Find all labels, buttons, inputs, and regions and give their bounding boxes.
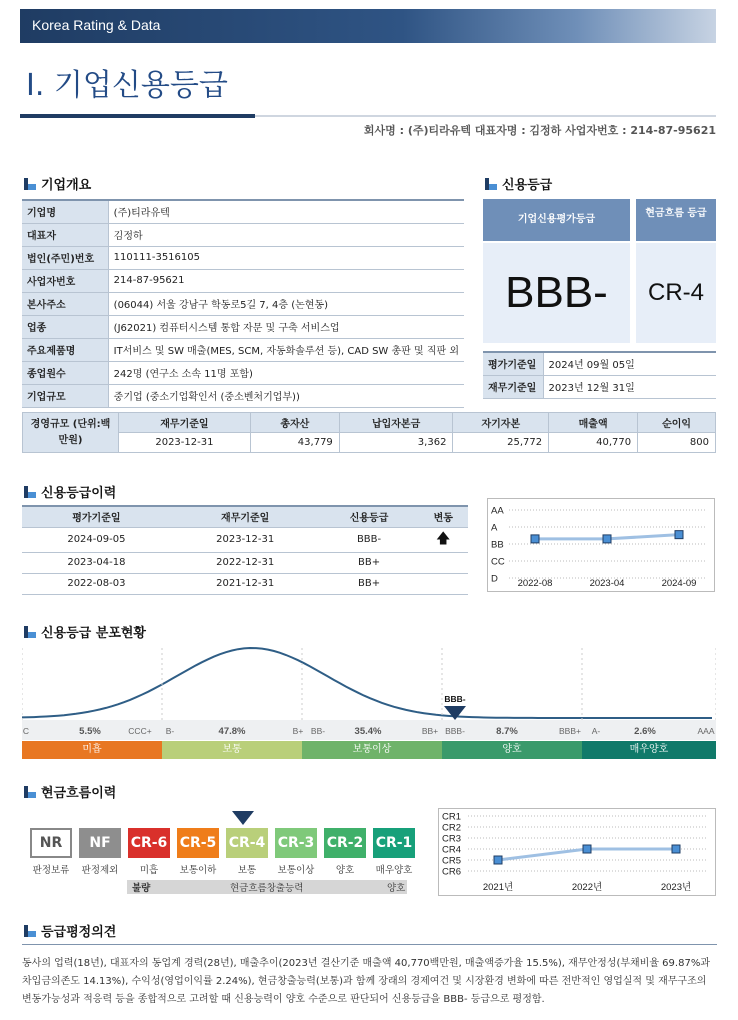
grade-label: 기업신용평가등급 [483, 199, 630, 241]
section-heading-rating [485, 174, 552, 193]
history-cell: 2024-09-05 [22, 527, 171, 552]
rating-dates-table [483, 351, 716, 399]
overview-key: 업종 [22, 315, 108, 338]
fin-date: 2023년 12월 31일 [543, 375, 716, 398]
grade-tick-label: CCC+ [128, 726, 152, 736]
fin-value: 25,772 [453, 433, 549, 453]
overview-key: 기업규모 [22, 384, 108, 407]
table-row [22, 552, 468, 573]
cf-grade: CR-4 [636, 243, 716, 343]
section-marker-icon [24, 178, 36, 190]
cf-grade-label: 판정제외 [81, 865, 119, 876]
overview-row [22, 200, 464, 223]
section-marker-icon [24, 786, 36, 798]
fin-header: 총자산 [250, 413, 339, 433]
heading-text: 신용등급 분포현황 [41, 626, 146, 641]
section-marker-icon [24, 925, 36, 937]
x-tick-label: 2024-09 [661, 578, 697, 589]
data-point [494, 856, 502, 864]
overview-table [22, 199, 464, 408]
grade-band: 매우양호 [582, 741, 716, 759]
section-heading-opinion [24, 921, 116, 940]
x-tick-label: 2022년 [571, 882, 603, 893]
percent-label: 8.7% [496, 726, 518, 737]
credit-grade: BBB- [483, 243, 630, 343]
heading-text: 현금흐름이력 [41, 786, 117, 801]
overview-row [22, 384, 464, 407]
history-change-cell [419, 552, 469, 573]
overview-value: IT서비스 및 SW 매출(MES, SCM, 자동화솔루션 등), CAD SW 총판 및 직판 외 [108, 338, 464, 361]
divider-accent [20, 114, 255, 118]
percent-label: 47.8% [218, 726, 246, 737]
eval-date: 2024년 09월 05일 [543, 352, 716, 375]
history-cell: 2023-04-18 [22, 552, 171, 573]
data-point [672, 845, 680, 853]
fin-date-label: 재무기준일 [483, 375, 543, 398]
y-tick-label: A [491, 522, 498, 534]
fin-value: 800 [638, 433, 716, 453]
history-change-cell [419, 527, 469, 552]
grade-tick-label: B+ [292, 726, 304, 736]
cf-scale-left: 불량 [132, 883, 151, 894]
cf-grade-label: 양호 [335, 865, 355, 876]
y-tick-label: D [491, 573, 498, 585]
overview-value: 110111-3516105 [108, 246, 464, 269]
header-banner [20, 9, 716, 43]
grade-history-chart [487, 498, 715, 592]
grade-band: 양호 [442, 741, 582, 759]
history-header: 변동 [419, 506, 469, 527]
grade-tick-label: C [22, 726, 30, 736]
y-tick-label: CR2 [442, 822, 462, 834]
percent-label: 2.6% [634, 726, 656, 737]
data-point [583, 845, 591, 853]
cf-grade-label: 보통이상 [277, 865, 315, 876]
history-header: 재무기준일 [171, 506, 320, 527]
fin-value: 3,362 [339, 433, 453, 453]
page-title: Ⅰ. 기업신용등급 [26, 68, 228, 103]
cf-scale-right: 양호 [387, 883, 406, 894]
history-cell: 2022-12-31 [171, 552, 320, 573]
data-point [603, 535, 611, 543]
cf-grade-label: 매우양호 [375, 865, 413, 876]
section-heading-overview [24, 174, 91, 193]
cf-grade-box: NR [30, 828, 72, 858]
history-cell: BB+ [320, 573, 419, 594]
financial-table [22, 412, 716, 453]
history-cell: 2022-08-03 [22, 573, 171, 594]
grade-tick-label: A- [591, 726, 601, 736]
y-tick-label: CR3 [442, 833, 462, 845]
grade-tick-label: BB- [310, 726, 326, 736]
cf-grade-label: 판정보류 [32, 865, 70, 876]
fin-value: 2023-12-31 [119, 433, 251, 453]
y-tick-label: CR6 [442, 866, 462, 878]
cf-grade-box: CR-1 [373, 828, 415, 858]
overview-key: 사업자번호 [22, 269, 108, 292]
x-tick-label: 2021년 [482, 882, 514, 893]
section-heading-history [24, 482, 116, 501]
overview-key: 종업원수 [22, 361, 108, 384]
distribution-curve [22, 648, 712, 718]
eval-date-label: 평가기준일 [483, 352, 543, 375]
brand-name: Korea Rating & Data [32, 17, 161, 33]
section-heading-distribution [24, 622, 146, 641]
overview-key: 대표자 [22, 223, 108, 246]
history-cell: BBB- [320, 527, 419, 552]
fin-header: 순이익 [638, 413, 716, 433]
y-tick-label: AA [491, 505, 504, 517]
grade-tick-label: B- [165, 726, 175, 736]
fin-value: 43,779 [250, 433, 339, 453]
y-tick-label: CR1 [442, 811, 462, 823]
section-marker-icon [485, 178, 497, 190]
heading-text: 신용등급이력 [41, 486, 117, 501]
opinion-text: 동사의 업력(18년), 대표자의 동업계 경력(28년), 매출추이(2023년 결산기준 매출액 40,770백만원, 매출액증가율 15.5%), 재무안정성(부채비율 69.87%과 차입금의존도 14.13%), 수익성(영업이익률 2.24%), 현금창출능력(보통)과 함께 장래의 경제여건 및 시장환경 변화에 따른 전반적인 영업실적 및 재무구조의 변동가능성과 적응력 등을 종합적으로 고려할 때 신용능력이 양호 수준으로 판단되어 신용등급을 BBB- 등급으로 평정함. [22, 958, 710, 1005]
current-grade-marker-icon [444, 706, 466, 720]
overview-row [22, 223, 464, 246]
cf-grade-label: 보통 [237, 865, 257, 876]
overview-value: 242명 (연구소 소속 11명 포함) [108, 361, 464, 384]
data-point [531, 535, 539, 543]
grade-band: 미흡 [22, 741, 162, 759]
x-tick-label: 2023년 [660, 882, 692, 893]
history-cell: BB+ [320, 552, 419, 573]
grade-band: 보통이상 [302, 741, 442, 759]
grade-tick-label: BBB- [445, 726, 465, 736]
overview-key: 법인(주민)번호 [22, 246, 108, 269]
grade-tick-label: BBB+ [559, 726, 581, 736]
table-row [22, 573, 468, 594]
x-tick-label: 2022-08 [517, 578, 553, 589]
overview-value: (주)티라유텍 [108, 200, 464, 223]
current-cf-marker-icon [232, 811, 254, 825]
overview-row [22, 246, 464, 269]
history-cell: 2021-12-31 [171, 573, 320, 594]
history-change-cell [419, 573, 469, 594]
overview-value: 중기업 (중소기업확인서 (중소벤처기업부)) [108, 384, 464, 407]
overview-row [22, 269, 464, 292]
y-tick-label: CR4 [442, 844, 462, 856]
x-tick-label: 2023-04 [589, 578, 625, 589]
cf-grade-label: 미흡 [139, 865, 159, 876]
heading-text: 기업개요 [41, 178, 92, 193]
grade-tick-label: BB+ [421, 726, 439, 736]
company-info-line: 회사명 : (주)티라유텍 대표자명 : 김정하 사업자번호 : 214-87-95621 [363, 124, 716, 137]
overview-row [22, 338, 464, 361]
fin-header: 납입자본금 [339, 413, 453, 433]
overview-row [22, 315, 464, 338]
section-marker-icon [24, 486, 36, 498]
table-row [22, 527, 468, 552]
cf-scale-mid: 현금흐름창출능력 [230, 883, 304, 894]
cf-grade-label: 보통이하 [179, 865, 217, 876]
overview-value: (J62021) 컴퓨터시스템 통합 자문 및 구축 서비스업 [108, 315, 464, 338]
heading-text: 등급평정의견 [41, 925, 117, 940]
section-marker-icon [24, 626, 36, 638]
divider [22, 944, 717, 945]
fin-header: 매출액 [549, 413, 638, 433]
overview-value: 214-87-95621 [108, 269, 464, 292]
history-cell: 2023-12-31 [171, 527, 320, 552]
fin-value: 40,770 [549, 433, 638, 453]
y-tick-label: CR5 [442, 855, 462, 867]
overview-value: 김정하 [108, 223, 464, 246]
cf-grade-box: NF [79, 828, 121, 858]
fin-scale-label: 경영규모 (단위:백만원) [23, 413, 119, 453]
cf-grade-box: CR-2 [324, 828, 366, 858]
overview-value: (06044) 서울 강남구 학동로5길 7, 4층 (논현동) [108, 292, 464, 315]
percent-label: 35.4% [354, 726, 382, 737]
overview-row [22, 292, 464, 315]
fin-header: 자기자본 [453, 413, 549, 433]
overview-key: 본사주소 [22, 292, 108, 315]
cf-history-chart [438, 808, 716, 896]
cf-grade-box: CR-4 [226, 828, 268, 858]
percent-label: 5.5% [79, 726, 101, 737]
history-table [22, 505, 468, 595]
y-tick-label: CC [491, 556, 505, 568]
distribution-chart [22, 640, 716, 740]
up-arrow: 🡅 [436, 530, 451, 547]
overview-key: 기업명 [22, 200, 108, 223]
cf-grade-box: CR-5 [177, 828, 219, 858]
section-heading-cashflow [24, 782, 116, 801]
cf-grade-box: CR-3 [275, 828, 317, 858]
overview-row [22, 361, 464, 384]
data-point [675, 531, 683, 539]
cf-grade-label: 현금흐름 등급 [636, 199, 716, 241]
cf-grade-box: CR-6 [128, 828, 170, 858]
grade-band: 보통 [162, 741, 302, 759]
fin-header: 재무기준일 [119, 413, 251, 433]
history-header: 신용등급 [320, 506, 419, 527]
current-grade-marker-label: BBB- [444, 694, 466, 704]
grade-tick-label: AAA [697, 726, 715, 736]
y-tick-label: BB [491, 539, 504, 551]
history-header: 평가기준일 [22, 506, 171, 527]
heading-text: 신용등급 [502, 178, 553, 193]
overview-key: 주요제품명 [22, 338, 108, 361]
